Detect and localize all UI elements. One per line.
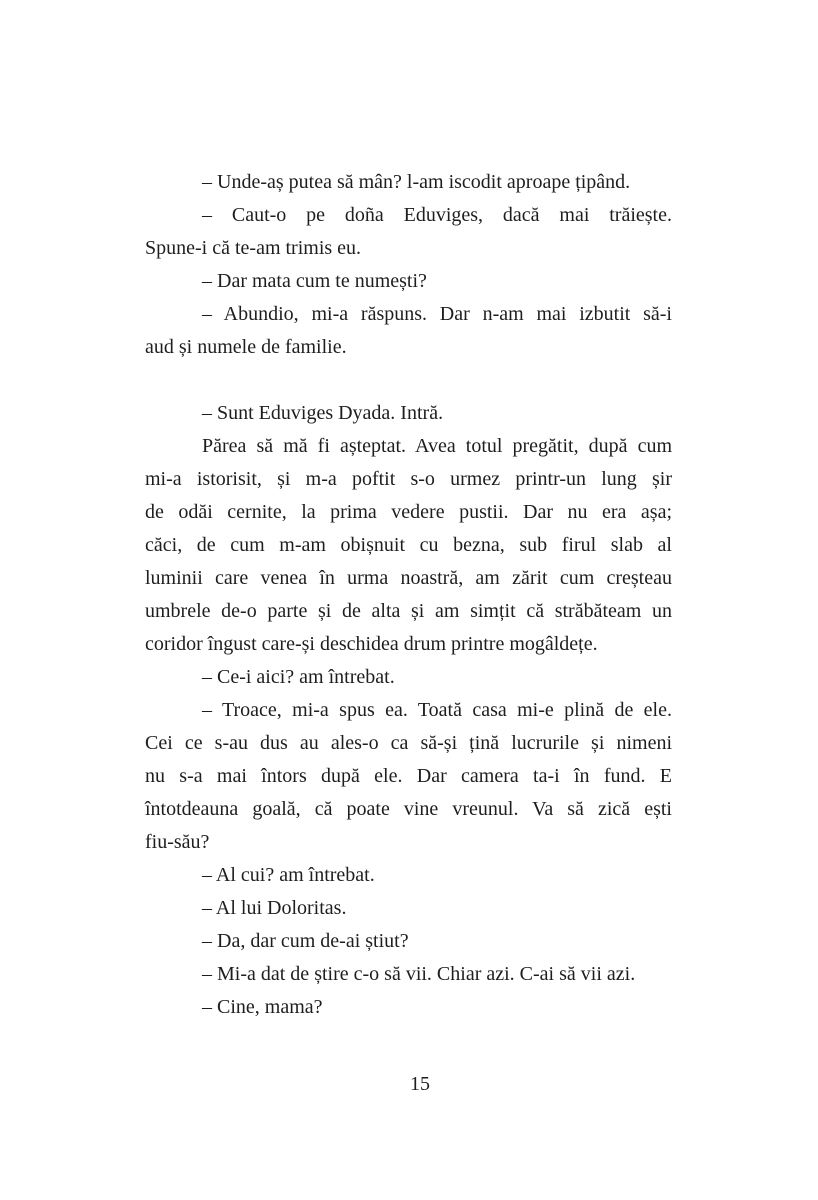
page-footer [0, 1068, 818, 1101]
text-line: Părea să mă fi așteptat. Avea totul pregătit, după cum [202, 435, 672, 457]
text-line: – Sunt Eduviges Dyada. Intră. [202, 402, 444, 424]
text-line: Spune-i că te-am trimis eu. [145, 237, 362, 259]
text-line: căci, de cum m-am obișnuit cu bezna, sub firul slab al [145, 534, 672, 556]
text-line: – Abundio, mi-a răspuns. Dar n-am mai izbutit să-i [202, 303, 672, 325]
text-line: luminii care venea în urma noastră, am zărit cum creșteau [145, 567, 672, 589]
text-line: nu s-a mai întors după ele. Dar camera ta-i în fund. E [145, 765, 672, 787]
text-line: aud și numele de familie. [145, 336, 347, 358]
section-break [145, 364, 672, 397]
page-text [145, 166, 672, 1024]
text-line: Cei ce s-au dus au ales-o ca să-și țină lucrurile și nimeni [145, 732, 672, 754]
text-line: – Ce-i aici? am întrebat. [202, 666, 395, 688]
text-line: – Da, dar cum de-ai știut? [202, 930, 409, 952]
text-line: umbrele de-o parte și de alta și am simțit că străbăteam un [145, 600, 672, 622]
text-line: coridor îngust care-și deschidea drum printre mogâldețe. [145, 633, 598, 655]
text-line: de odăi cernite, la prima vedere pustii. Dar nu era așa; [145, 501, 672, 523]
page-number: 15 [410, 1073, 430, 1095]
text-line: întotdeauna goală, că poate vine vreunul. Va să zică ești [145, 798, 672, 820]
text-line: – Al lui Doloritas. [202, 897, 347, 919]
text-line: – Troace, mi-a spus ea. Toată casa mi-e plină de ele. [202, 699, 672, 721]
text-line: fiu-său? [145, 831, 210, 853]
text-line: – Unde-aș putea să mân? l-am iscodit aproape țipând. [202, 171, 631, 193]
text-line: – Cine, mama? [202, 996, 323, 1018]
text-line: – Caut-o pe doña Eduviges, dacă mai trăiește. [202, 204, 672, 226]
text-line: – Al cui? am întrebat. [202, 864, 375, 886]
text-line: – Dar mata cum te numești? [202, 270, 427, 292]
text-line: mi-a istorisit, și m-a poftit s-o urmez printr-un lung șir [145, 468, 672, 490]
text-line: – Mi-a dat de știre c-o să vii. Chiar azi. C-ai să vii azi. [202, 963, 636, 985]
